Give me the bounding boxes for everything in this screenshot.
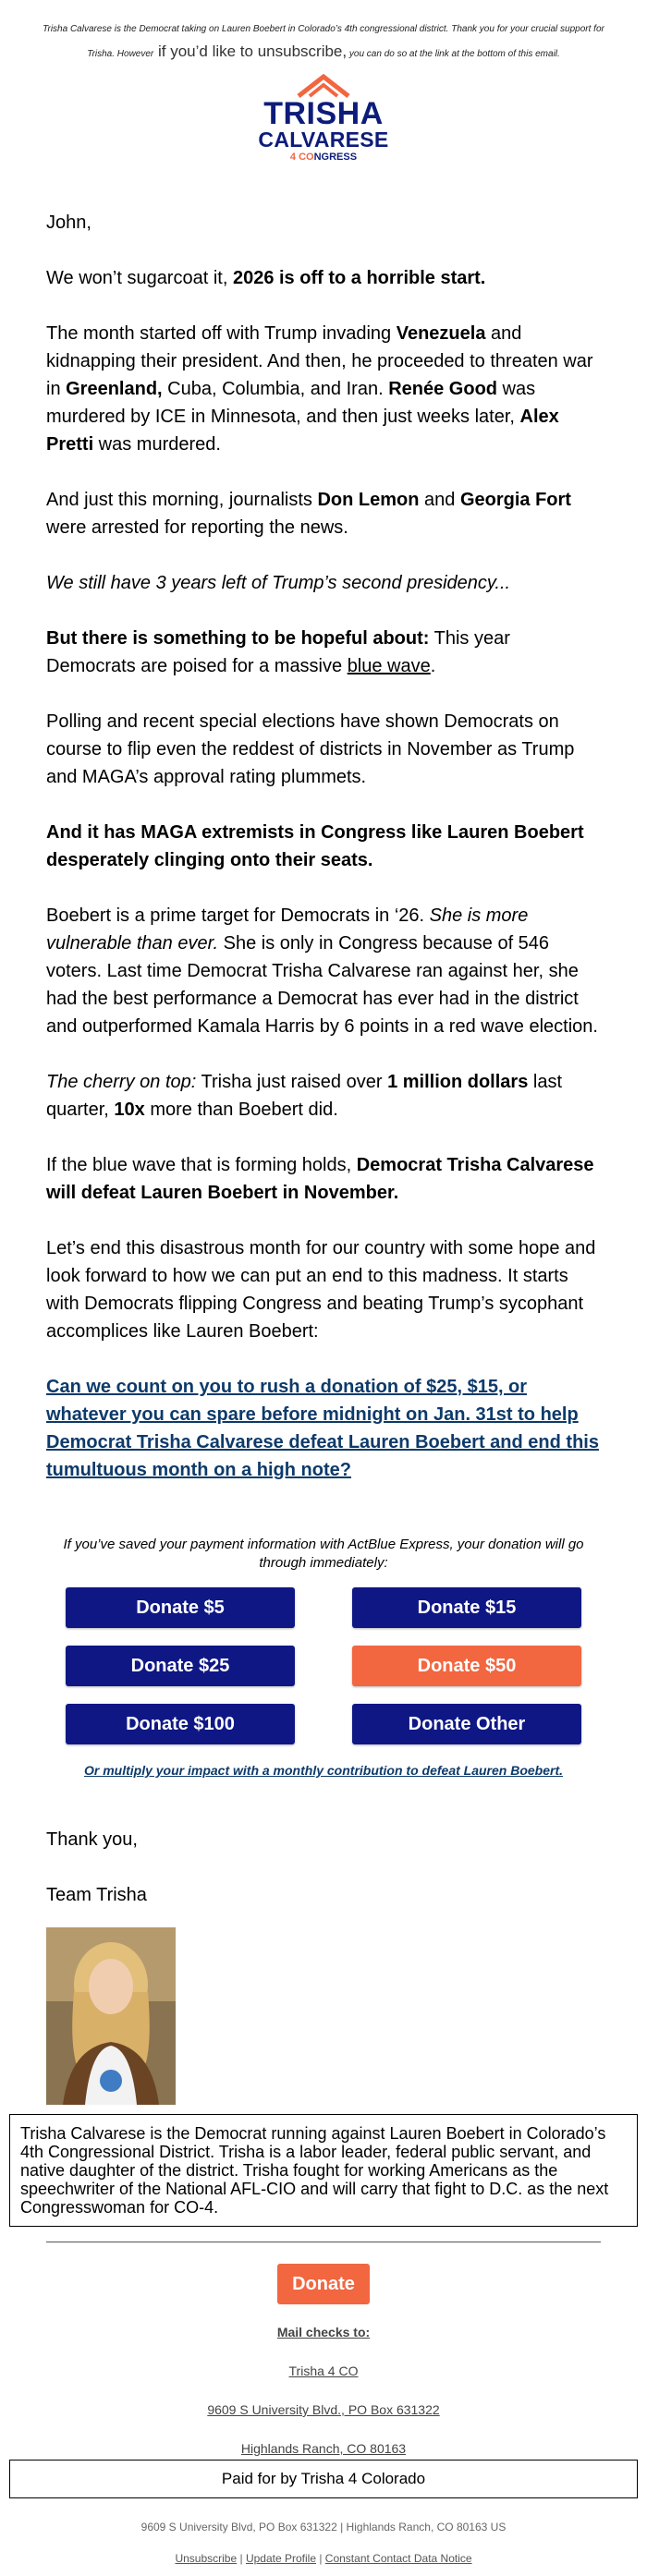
campaign-logo	[250, 74, 397, 166]
donation-cta-link[interactable]: Can we count on you to rush a donation of $25, $15, or whatever you can spare before midnight on Jan. 31st to help Democrat Trisha Calvarese defeat Lauren Boebert and end this tumultuous month on a high note?	[46, 1377, 599, 1480]
paragraph-7: And it has MAGA extremists in Congress like Lauren Boebert desperately clinging onto their seats.	[46, 822, 584, 870]
logo-line-1: TRISHA	[263, 96, 384, 131]
roof-icon	[291, 74, 356, 98]
paragraph-11: Let’s end this disastrous month for our country with some hope and look forward to how we can put an end to this madness. It starts with Democrats flipping Congress and beating Trump’s sycophant accomplices like Lauren Boebert:	[46, 1238, 596, 1342]
donate-15-button[interactable]: Donate $15	[352, 1587, 581, 1628]
donate-25-button[interactable]: Donate $25	[66, 1646, 295, 1686]
mail-name-link[interactable]: Trisha 4 CO	[288, 2363, 359, 2378]
paragraph-4: We still have 3 years left of Trump’s second presidency...	[46, 573, 511, 593]
footer-address: 9609 S University Blvd, PO Box 631322 | Highlands Ranch, CO 80163 US	[140, 2521, 507, 2533]
unsubscribe-link[interactable]: Unsubscribe	[175, 2552, 238, 2565]
candidate-bio: Trisha Calvarese is the Democrat running against Lauren Boebert in Colorado’s 4th Congressional District. Trisha is a labor leader, federal public servant, and native daughter of the district. Trisha fought for working Americans as the speechwriter of the National AFL-CIO and will carry that fight to D.C. as the next Congresswoman for CO-4.	[9, 2114, 638, 2227]
donate-5-button[interactable]: Donate $5	[66, 1587, 295, 1628]
monthly-contribution	[55, 1763, 592, 1778]
donate-other-button[interactable]: Donate Other	[352, 1704, 581, 1744]
blue-wave-link[interactable]: blue wave	[347, 656, 431, 676]
email-body	[46, 209, 601, 1512]
paragraph-6: Polling and recent special elections have shown Democrats on course to flip even the reddest of districts in November as Trump and MAGA’s approval rating plummets.	[46, 711, 575, 787]
mail-checks-heading: Mail checks to:	[276, 2325, 371, 2339]
preheader-text-end: you can do so at the link at the bottom of this email.	[347, 49, 560, 59]
mail-street-link[interactable]: 9609 S University Blvd., PO Box 631322	[207, 2402, 440, 2417]
mail-name	[46, 2363, 601, 2378]
paragraph-10: If the blue wave that is forming holds, Democrat Trisha Calvarese will defeat Lauren Boebert in November.	[46, 1155, 594, 1203]
footer-donate-button[interactable]: Donate	[277, 2264, 370, 2304]
footer-links: Unsubscribe | Update Profile | Constant Contact Data Notice	[175, 2552, 472, 2565]
preheader	[37, 18, 610, 66]
paragraph-9: The cherry on top: Trisha just raised over 1 million dollars last quarter, 10x more than Boebert did.	[46, 1072, 563, 1120]
mail-city-link[interactable]: Highlands Ranch, CO 80163	[240, 2441, 407, 2456]
preheader-unsubscribe-text: if you’d like to unsubscribe,	[153, 43, 348, 60]
donate-100-button[interactable]: Donate $100	[66, 1704, 295, 1744]
donate-50-button[interactable]: Donate $50	[352, 1646, 581, 1686]
logo-line-3: 4 CONGRESS	[289, 152, 358, 163]
signoff-team: Team Trisha	[46, 1885, 147, 1905]
paragraph-5: But there is something to be hopeful about: This year Democrats are poised for a massive blue wave.	[46, 628, 510, 676]
data-notice-link[interactable]: Constant Contact Data Notice	[324, 2552, 472, 2565]
paragraph-8: Boebert is a prime target for Democrats in ‘26. She is more vulnerable than ever. She is only in Congress because of 546 voters. Last time Democrat Trisha Calvarese ran against her, she had the best performance a Democrat has ever had in the district and outperformed Kamala Harris by 6 points in a red wave election.	[46, 905, 598, 1037]
logo-line-2: CALVARESE	[258, 128, 389, 152]
actblue-note: If you’ve saved your payment information with ActBlue Express, your donation will go through immediately:	[63, 1537, 584, 1571]
paragraph-3: And just this morning, journalists Don Lemon and Georgia Fort were arrested for reporting the news.	[46, 490, 571, 538]
candidate-photo	[46, 1927, 176, 2105]
cta-paragraph	[46, 1373, 601, 1484]
preheader-text: Trisha Calvarese is the Democrat taking on Lauren Boebert in Colorado’s 4th congressional district. Thank you for your crucial support for Trisha. However	[43, 24, 604, 59]
mail-street	[46, 2402, 601, 2417]
paid-for-disclaimer: Paid for by Trisha 4 Colorado	[9, 2460, 638, 2498]
update-profile-link[interactable]: Update Profile	[245, 2552, 316, 2565]
greeting: John,	[46, 213, 92, 233]
paragraph-1: We won’t sugarcoat it, 2026 is off to a horrible start.	[46, 268, 486, 288]
signoff-thanks: Thank you,	[46, 1829, 138, 1850]
paragraph-2: The month started off with Trump invading Venezuela and kidnapping their president. And then, he proceeded to threaten war in Greenland, Cuba, Columbia, and Iran. Renée Good was murdered by ICE in Minnesota, and then just weeks later, Alex Pretti was murdered.	[46, 323, 593, 455]
mail-city	[46, 2441, 601, 2456]
monthly-contribution-link[interactable]: Or multiply your impact with a monthly contribution to defeat Lauren Boebert.	[83, 1763, 564, 1778]
